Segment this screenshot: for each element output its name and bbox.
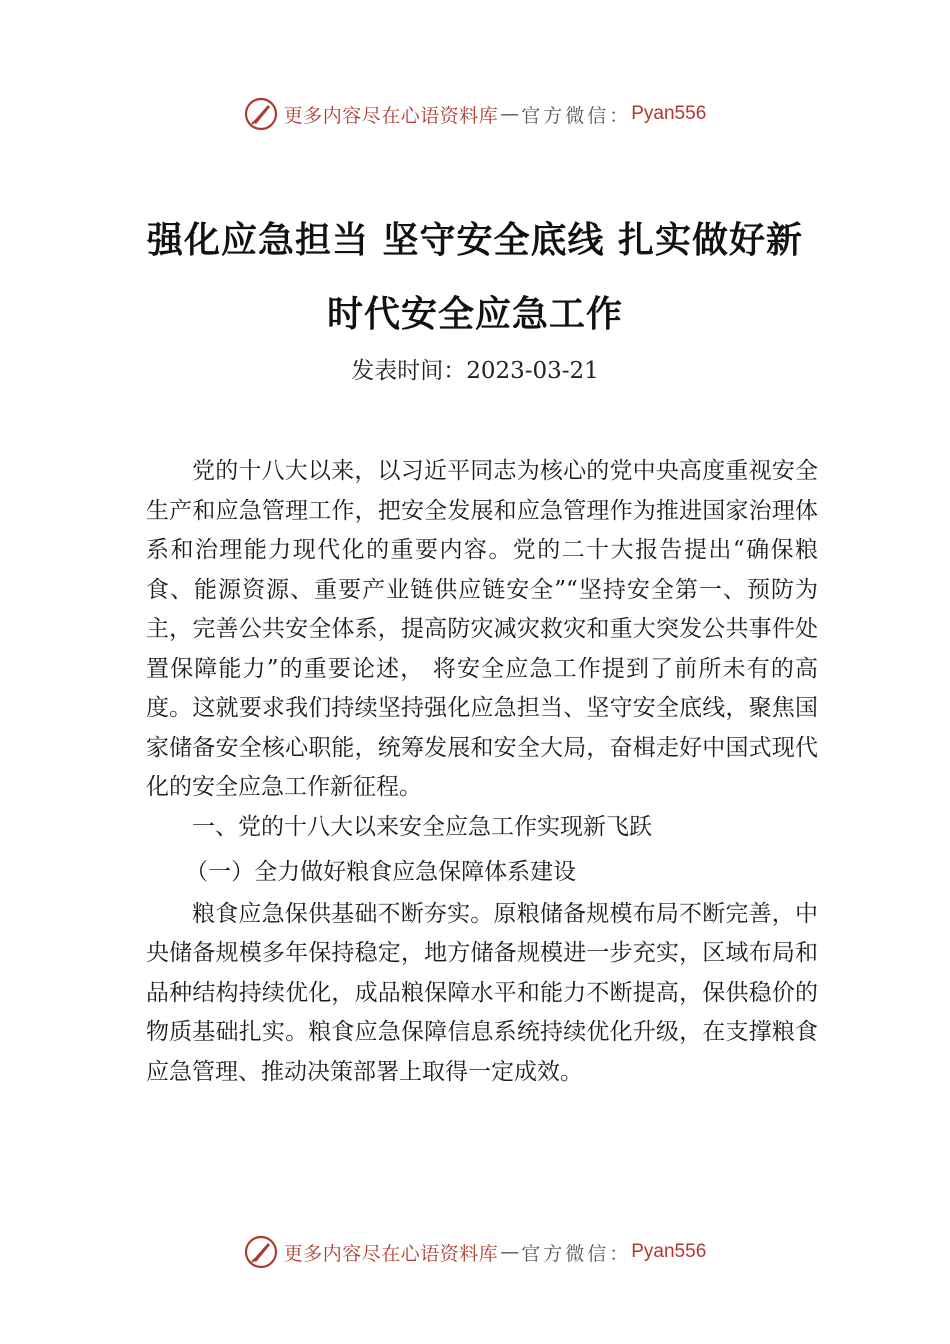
banner-separator: — xyxy=(500,103,520,125)
banner-wechat-label: 官方微信： xyxy=(521,104,632,127)
banner-text: 更多内容尽在心语资料库 xyxy=(283,1242,499,1265)
banner-wechat-label: 官方微信： xyxy=(521,1242,632,1265)
paragraph-grain-reserve: 粮食应急保供基础不断夯实。原粮储备规模布局不断完善，中央储备规模多年保持稳定，地方储备规模进一步充实，区域布局和品种结构持续优化，成品粮保障水平和能力不断提高，保供稳价的物质基础扎实。粮食应急保障信息系统持续优化升级，在支撑粮食应急管理、推动决策部署上取得一定成效。 xyxy=(146,900,818,1085)
paragraph-intro: 党的十八大以来，以习近平同志为核心的党中央高度重视安全生产和应急管理工作，把安全发展和应急管理作为推进国家治理体系和治理能力现代化的重要内容。党的二十大报告提出“确保粮食、能源资源、重要产业链供应链安全”“坚持安全第一、预防为主，完善公共安全体系，提高防灾减灾救灾和重大突发公共事件处置保障能力”的重要论述， 将安全应急工作提到了前所未有的高度。这就要求我们持续坚持强化应急担当、坚守安全底线，聚焦国家储备安全核心职能，统筹发展和安全大局，奋楫走好中国式现代化的安全应急工作新征程。 xyxy=(146,458,818,800)
footer-banner xyxy=(0,1232,950,1272)
section-heading: 一、党的十八大以来安全应急工作实现新飞跃 xyxy=(192,813,652,840)
publish-date: 发表时间：2023-03-21 xyxy=(351,358,599,384)
header-banner xyxy=(0,94,950,134)
banner-wechat-id: Pyan556 xyxy=(631,1241,707,1262)
document-title-line-2: 时代安全应急工作 xyxy=(326,293,623,335)
banner-wechat-id: Pyan556 xyxy=(631,103,707,124)
document-title-line-1: 强化应急担当 坚守安全底线 扎实做好新 xyxy=(146,219,804,261)
quill-pen-logo-icon xyxy=(244,1235,278,1269)
subsection-heading: （一）全力做好粮食应急保障体系建设 xyxy=(185,859,577,885)
quill-pen-logo-icon xyxy=(244,97,278,131)
banner-separator: — xyxy=(500,1241,520,1263)
banner-text: 更多内容尽在心语资料库 xyxy=(283,104,499,127)
article-body xyxy=(146,452,818,1092)
